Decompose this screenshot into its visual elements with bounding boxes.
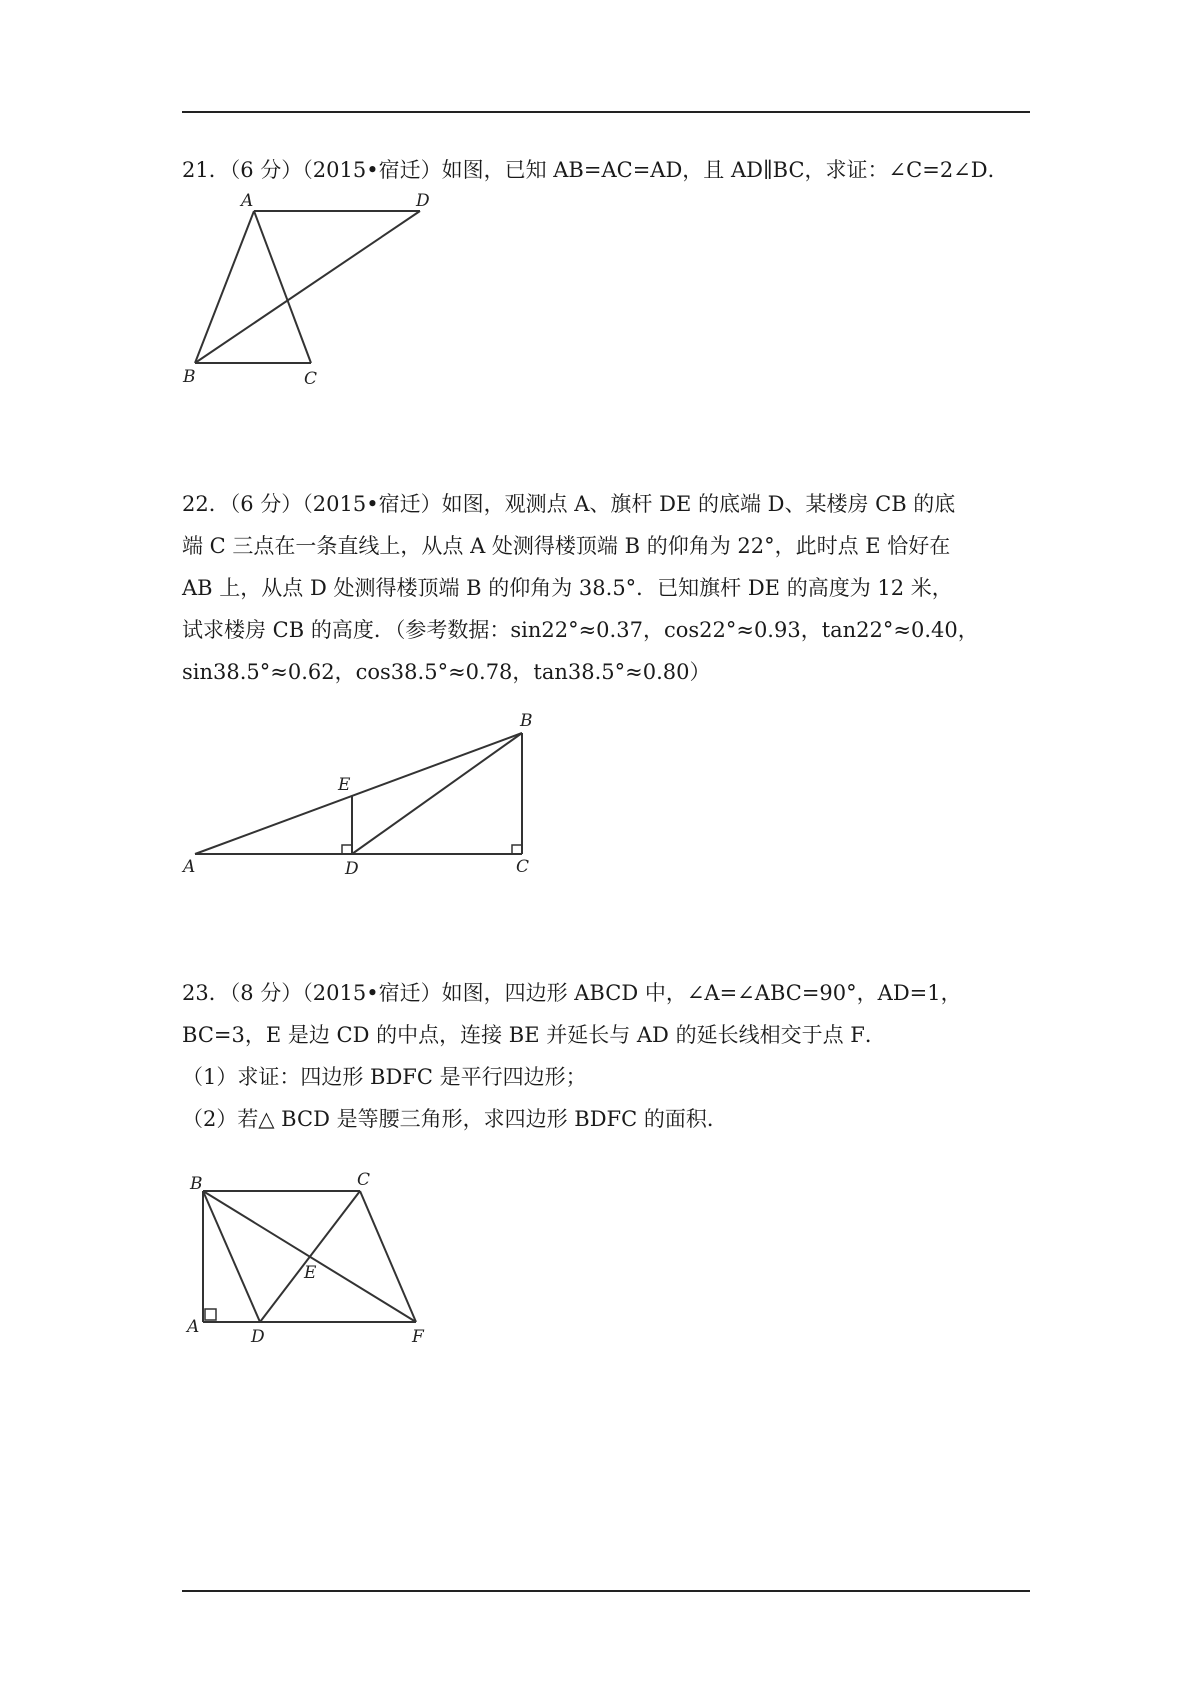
header-rule bbox=[182, 111, 1030, 113]
footer-rule bbox=[182, 1590, 1030, 1592]
triangle-figure bbox=[180, 188, 430, 389]
problem-22-line-4: 试求楼房 CB 的高度．（参考数据：sin22°≈0.37，cos22°≈0.93，tan22°≈0.40， bbox=[182, 618, 979, 642]
label-F: F bbox=[412, 1327, 424, 1347]
problem-22-line-3: AB 上，从点 D 处测得楼顶端 B 的仰角为 38.5°．已知旗杆 DE 的高度为 12 米， bbox=[182, 576, 953, 600]
problem-23-line-1: 23．（8 分）（2015•宿迁）如图，四边形 ABCD 中，∠A=∠ABC=90°，AD=1， bbox=[182, 981, 962, 1005]
segment-BD bbox=[203, 1191, 260, 1322]
label-A: A bbox=[241, 191, 254, 211]
label-A: A bbox=[187, 1317, 200, 1337]
quadrilateral-figure bbox=[180, 1169, 440, 1349]
segment-BD bbox=[195, 211, 420, 363]
problem-22-figure bbox=[180, 711, 540, 879]
problem-23-line-3: （1）求证：四边形 BDFC 是平行四边形； bbox=[182, 1065, 587, 1089]
problem-22 bbox=[182, 483, 1040, 693]
problem-23 bbox=[182, 972, 1040, 1140]
segment-AC bbox=[254, 211, 311, 363]
label-C: C bbox=[304, 369, 318, 389]
right-angle-mark-C bbox=[512, 845, 522, 854]
label-D: D bbox=[345, 859, 359, 879]
problem-21-line-1: 21．（6 分）（2015•宿迁）如图，已知 AB=AC=AD，且 AD∥BC，求证：∠C=2∠D． bbox=[182, 158, 1009, 182]
segment-AB bbox=[195, 211, 254, 363]
label-E: E bbox=[304, 1263, 317, 1283]
label-A: A bbox=[183, 857, 196, 877]
problem-22-line-5: sin38.5°≈0.62，cos38.5°≈0.78，tan38.5°≈0.80） bbox=[182, 660, 711, 684]
label-B: B bbox=[520, 711, 533, 731]
problem-21-figure bbox=[180, 188, 430, 389]
segment-DB bbox=[352, 733, 522, 854]
problem-21 bbox=[182, 149, 1040, 191]
label-E: E bbox=[338, 775, 351, 795]
problem-23-figure bbox=[180, 1169, 440, 1349]
segment-AB bbox=[195, 733, 522, 854]
problem-22-line-2: 端 C 三点在一条直线上，从点 A 处测得楼顶端 B 的仰角为 22°，此时点 E 恰好在 bbox=[182, 534, 951, 558]
label-C: C bbox=[516, 857, 530, 877]
label-D: D bbox=[416, 191, 430, 211]
problem-23-line-2: BC=3，E 是边 CD 的中点，连接 BE 并延长与 AD 的延长线相交于点 F． bbox=[182, 1023, 886, 1047]
right-angle-mark-A bbox=[205, 1309, 216, 1320]
problem-23-line-4: （2）若△ BCD 是等腰三角形，求四边形 BDFC 的面积． bbox=[182, 1107, 728, 1131]
label-C: C bbox=[357, 1170, 371, 1190]
label-B: B bbox=[190, 1174, 203, 1194]
right-angle-mark-D bbox=[342, 845, 352, 854]
label-B: B bbox=[183, 367, 196, 387]
segment-BF bbox=[203, 1191, 416, 1322]
label-D: D bbox=[251, 1327, 265, 1347]
problem-22-line-1: 22．（6 分）（2015•宿迁）如图，观测点 A、旗杆 DE 的底端 D、某楼房 CB 的底 bbox=[182, 492, 956, 516]
segment-CF bbox=[360, 1191, 416, 1322]
elevation-figure bbox=[180, 711, 540, 879]
